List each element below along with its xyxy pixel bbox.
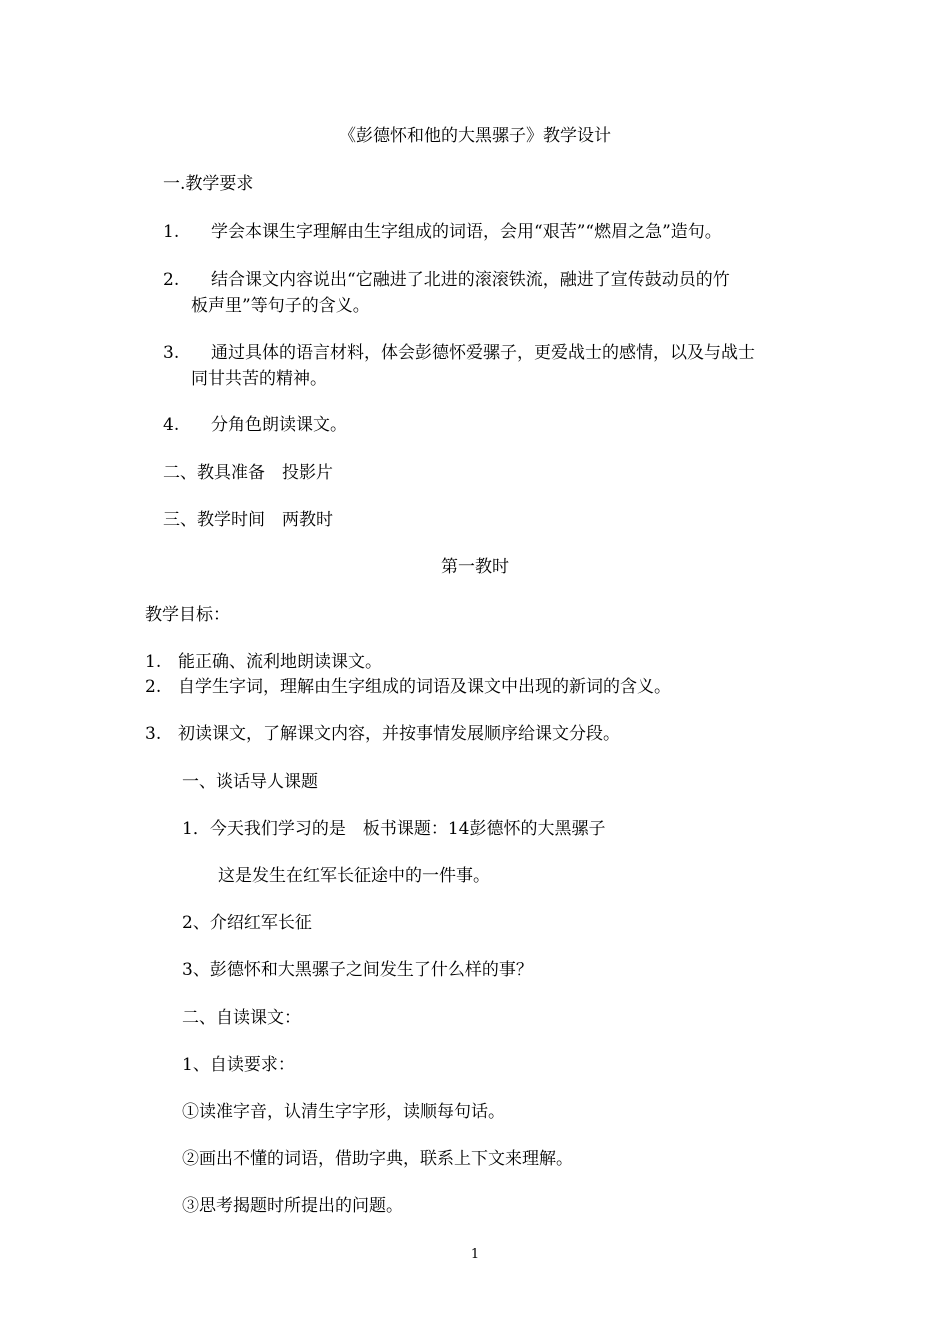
part-item-cont: 这是发生在红军长征途中的一件事。 <box>218 866 490 886</box>
section-heading-time: 三、教学时间 两教时 <box>163 510 333 530</box>
goal-text: 初读课文，了解课文内容，并按事情发展顺序给课文分段。 <box>178 724 620 744</box>
part-item: 1、自读要求： <box>182 1055 295 1075</box>
part-item: 2、介绍红军长征 <box>182 913 312 933</box>
requirement-text: 分角色朗读课文。 <box>211 415 347 435</box>
goals-heading: 教学目标： <box>145 605 230 625</box>
requirement-number: 4. <box>163 415 180 435</box>
goal-number: 3. <box>145 724 162 744</box>
part-heading: 二、自读课文： <box>182 1008 301 1028</box>
requirement-number: 3. <box>163 343 180 363</box>
requirement-text-cont: 板声里”等句子的含义。 <box>191 296 370 316</box>
part-subitem: ②画出不懂的词语，借助字典，联系上下文来理解。 <box>182 1149 573 1169</box>
document-title: 《彭德怀和他的大黑骡子》教学设计 <box>339 126 611 146</box>
requirement-text: 结合课文内容说出“它融进了北进的滚滚铁流，融进了宣传鼓动员的竹 <box>211 270 730 290</box>
goal-number: 2. <box>145 677 162 697</box>
section-heading-tools: 二、教具准备 投影片 <box>163 463 333 483</box>
goal-text: 自学生字词，理解由生字组成的词语及课文中出现的新词的含义。 <box>178 677 671 697</box>
requirement-number: 1. <box>163 222 180 242</box>
part-heading: 一、谈话导人课题 <box>182 772 318 792</box>
lesson-title: 第一教时 <box>441 557 509 577</box>
page-number: 1 <box>470 1247 480 1262</box>
part-item: 3、彭德怀和大黑骡子之间发生了什么样的事？ <box>182 960 533 980</box>
requirement-text-cont: 同甘共苦的精神。 <box>191 369 327 389</box>
requirement-number: 2. <box>163 270 180 290</box>
part-item: 1．今天我们学习的是 板书课题：14彭德怀的大黑骡子 <box>182 819 606 839</box>
part-subitem: ③思考揭题时所提出的问题。 <box>182 1196 403 1216</box>
goal-number: 1. <box>145 652 162 672</box>
goal-text: 能正确、流利地朗读课文。 <box>178 652 382 672</box>
requirement-text: 通过具体的语言材料，体会彭德怀爱骡子，更爱战士的感情，以及与战士 <box>211 343 755 363</box>
requirement-text: 学会本课生字理解由生字组成的词语，会用“艰苦”“燃眉之急”造句。 <box>211 222 722 242</box>
part-subitem: ①读准字音，认清生字字形，读顺每句话。 <box>182 1102 505 1122</box>
section-heading-requirements: 一.教学要求 <box>163 174 254 194</box>
